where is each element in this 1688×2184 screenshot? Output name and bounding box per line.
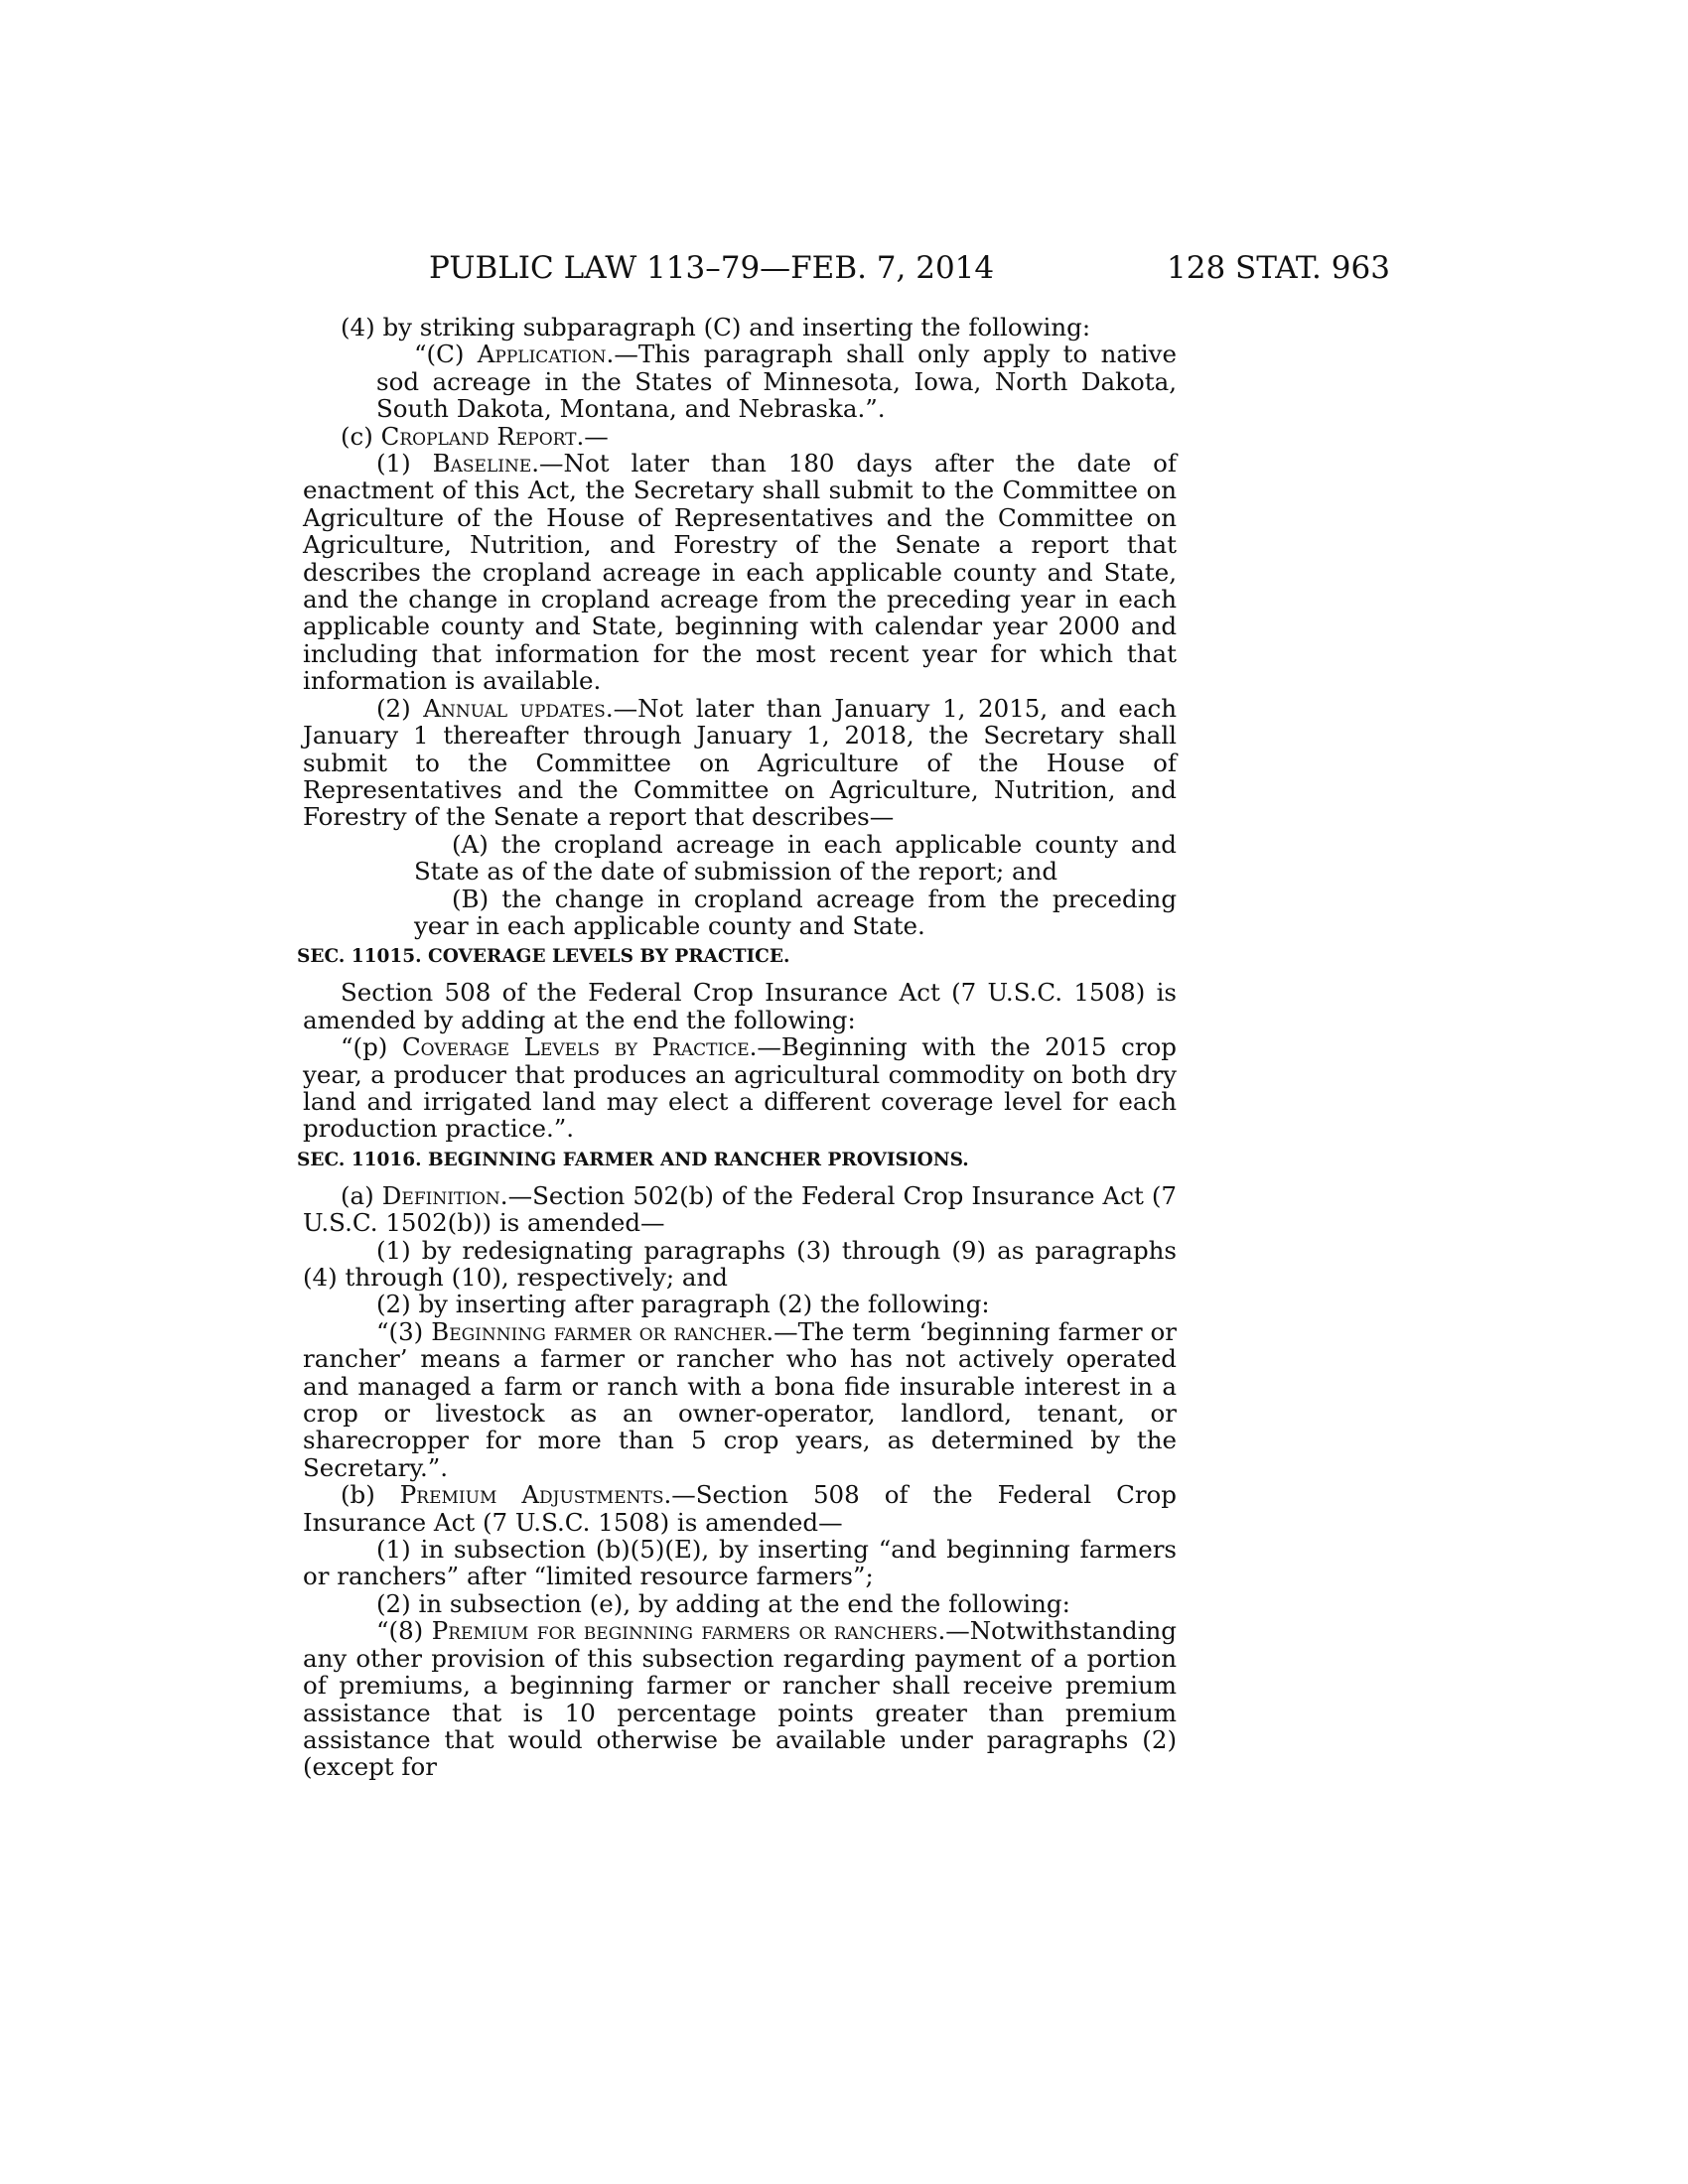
subsection-a-definition: (a) Definition.—Section 502(b) of the Federal Crop Insurance Act (7 U.S.C. 1502(b)) is amended— xyxy=(303,1180,1177,1238)
section-11016-heading: SEC. 11016. BEGINNING FARMER AND RANCHER PROVISIONS. xyxy=(297,1149,969,1170)
amendment-item-1-subsection-b: (1) in subsection (b)(5)(E), by inserting “and beginning farmers or ranchers” after “limited resource farmers”; xyxy=(303,1535,1177,1591)
section-11015-text: Section 508 of the Federal Crop Insurance Act (7 U.S.C. 1508) is amended by adding at the end the following: xyxy=(303,978,1177,1034)
amendment-item-4: (4) by striking subparagraph (C) and inserting the following: xyxy=(341,313,1091,341)
heading-definition: Definition xyxy=(381,1180,500,1210)
paragraph-8-premium-beginning-farmers: “(8) Premium for beginning farmers or ranchers.—Notwithstanding any other provision of this subsection regarding payment of a portion of premiums, a beginning farmer or rancher shall receive premium assistance that is 10 percentage points greater than premium assistance that would otherwise be available under paragraphs (2) (except for xyxy=(303,1616,1177,1782)
document-body xyxy=(297,313,1177,1782)
subparagraph-a: (A) the cropland acreage in each applicable county and State as of the date of submission of the report; and xyxy=(414,829,1177,887)
heading-application: Application xyxy=(477,340,607,369)
heading-cropland-report: Cropland Report xyxy=(380,421,577,451)
subsection-b-premium-adjustments: (b) Premium Adjustments.—Section 508 of the Federal Crop Insurance Act (7 U.S.C. 1508) is amended— xyxy=(303,1480,1177,1537)
subparagraph-c-application: “(C) Application.—This paragraph shall only apply to native sod acreage in the States of Minnesota, Iowa, North Dakota, South Dakota, Montana, and Nebraska.”. xyxy=(376,340,1177,424)
amendment-item-1-redesignating: (1) by redesignating paragraphs (3) through (9) as paragraphs (4) through (10), respectively; and xyxy=(303,1235,1177,1292)
paragraph-1-baseline: (1) Baseline.—Not later than 180 days after the date of enactment of this Act, the Secretary shall submit to the Committee on Agriculture of the House of Representatives and the Committee on Agriculture, Nutrition, and Forestry of the Senate a report that describes the cropland acreage in each applicable county and State, and the change in cropland acreage from the preceding year in each applicable county and State, beginning with calendar year 2000 and including that information for the most recent year for which that information is available. xyxy=(303,449,1177,696)
subparagraph-b: (B) the change in cropland acreage from the preceding year in each applicable county and State. xyxy=(414,884,1177,940)
paragraph-2-annual-updates: (2) Annual updates.—Not later than January 1, 2015, and each January 1 thereafter through January 1, 2018, the Secretary shall submit to the Committee on Agriculture of the House of Representatives and the Committee on Agriculture, Nutrition, and Forestry of the Senate a report that describes— xyxy=(303,693,1177,832)
page-stat-number: 128 STAT. 963 xyxy=(1167,250,1390,286)
heading-premium-adjustments: Premium Adjustments xyxy=(399,1480,664,1510)
heading-annual-updates: Annual updates xyxy=(423,693,606,723)
heading-baseline: Baseline xyxy=(432,449,532,478)
heading-premium-beginning-farmers: Premium for beginning farmers or ranchers xyxy=(431,1616,938,1646)
subsection-p-coverage-levels: “(p) Coverage Levels by Practice.—Beginning with the 2015 crop year, a producer that produces an agricultural commodity on both dry land and irrigated land may elect a different coverage level for each production practice.”. xyxy=(303,1032,1177,1144)
heading-beginning-farmer: Beginning farmer or rancher xyxy=(431,1316,767,1346)
amendment-item-2-subsection-e: (2) in subsection (e), by adding at the end the following: xyxy=(376,1588,1070,1618)
heading-coverage-levels: Coverage Levels by Practice xyxy=(401,1032,750,1062)
paragraph-3-beginning-farmer: “(3) Beginning farmer or rancher.—The term ‘beginning farmer or rancher’ means a farmer or rancher who has not actively operated and managed a farm or ranch with a bona fide insurable interest in a crop or livestock as an owner-operator, landlord, tenant, or sharecropper for more than 5 crop years, as determined by the Secretary.”. xyxy=(303,1316,1177,1482)
subsection-c-cropland-report: (c) Cropland Report.— xyxy=(341,421,609,451)
section-11015-heading: SEC. 11015. COVERAGE LEVELS BY PRACTICE. xyxy=(297,946,790,968)
running-header-title: PUBLIC LAW 113–79—FEB. 7, 2014 xyxy=(429,250,995,286)
amendment-item-2-inserting: (2) by inserting after paragraph (2) the following: xyxy=(376,1290,990,1319)
